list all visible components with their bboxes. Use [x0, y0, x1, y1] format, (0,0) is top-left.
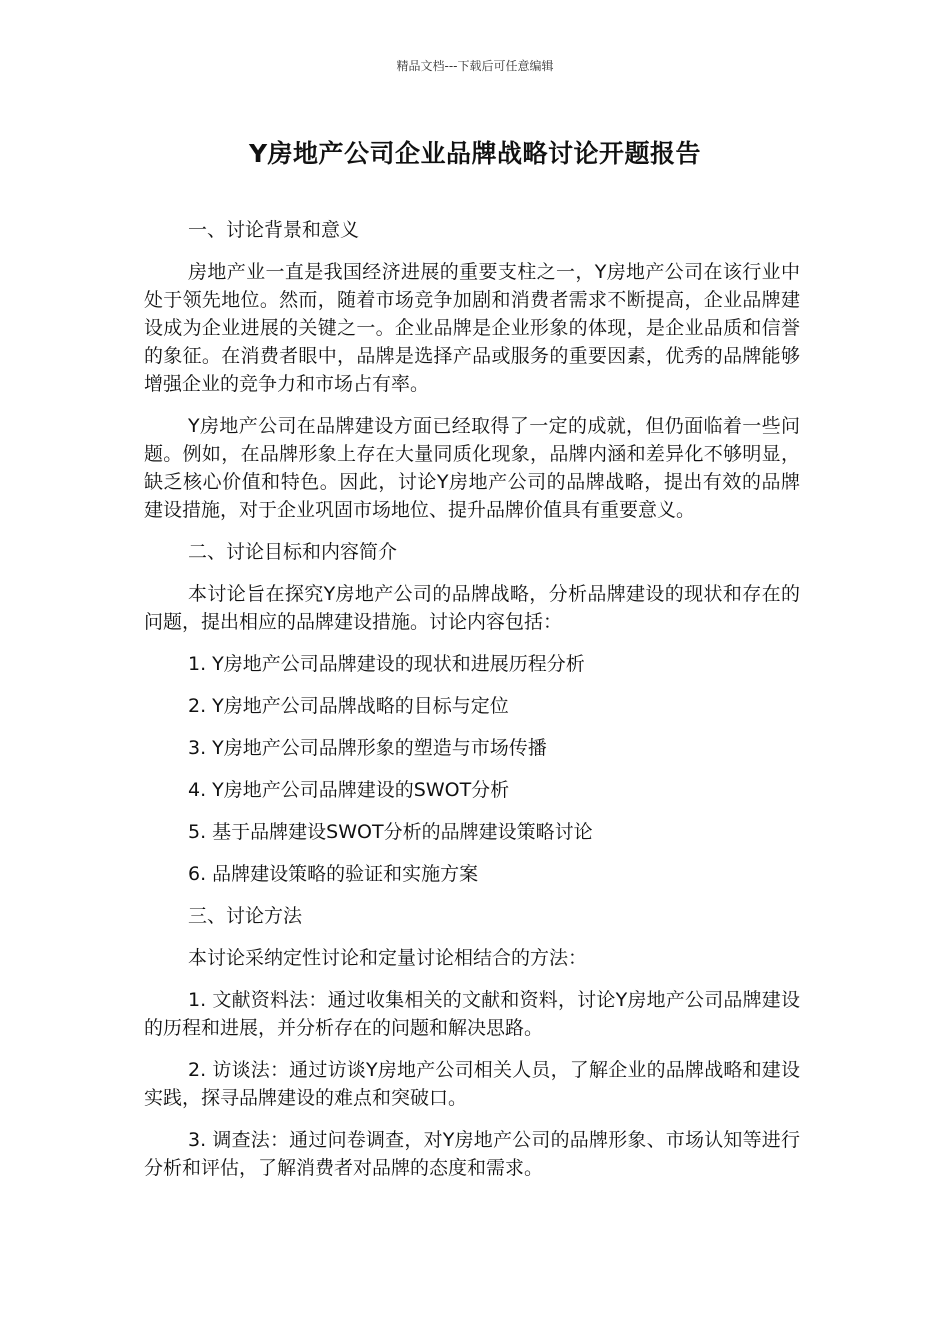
document-body — [144, 216, 800, 1196]
section-heading-background: 一、讨论背景和意义 — [188, 219, 360, 241]
list-item: 3. Y房地产公司品牌形象的塑造与市场传播 — [188, 737, 547, 759]
page-title: Y房地产公司企业品牌战略讨论开题报告 — [248, 139, 702, 168]
paragraph-methods-intro: 本讨论采纳定性讨论和定量讨论相结合的方法： — [188, 947, 588, 969]
list-item: 1. Y房地产公司品牌建设的现状和进展历程分析 — [188, 653, 585, 675]
paragraph-goals-intro: 本讨论旨在探究Y房地产公司的品牌战略，分析品牌建设的现状和存在的问题，提出相应的品牌建设措施。讨论内容包括： — [144, 583, 800, 633]
paragraph-background-2: Y房地产公司在品牌建设方面已经取得了一定的成就，但仍面临着一些问题。例如，在品牌形象上存在大量同质化现象，品牌内涵和差异化不够明显，缺乏核心价值和特色。因此，讨论Y房地产公司的品牌战略，提出有效的品牌建设措施，对于企业巩固市场地位、提升品牌价值具有重要意义。 — [144, 415, 800, 521]
section-heading-goals: 二、讨论目标和内容简介 — [188, 541, 398, 563]
paragraph-background-1: 房地产业一直是我国经济进展的重要支柱之一，Y房地产公司在该行业中处于领先地位。然而，随着市场竞争加剧和消费者需求不断提高，企业品牌建设成为企业进展的关键之一。企业品牌是企业形象的体现，是企业品质和信誉的象征。在消费者眼中，品牌是选择产品或服务的重要因素，优秀的品牌能够增强企业的竞争力和市场占有率。 — [144, 261, 800, 395]
header-note: 精品文档---下载后可任意编辑 — [396, 59, 554, 73]
section-heading-methods: 三、讨论方法 — [188, 905, 303, 927]
list-item: 3. 调查法：通过问卷调查，对Y房地产公司的品牌形象、市场认知等进行分析和评估，了解消费者对品牌的态度和需求。 — [144, 1129, 800, 1179]
list-item: 6. 品牌建设策略的验证和实施方案 — [188, 863, 479, 885]
list-item: 1. 文献资料法：通过收集相关的文献和资料，讨论Y房地产公司品牌建设的历程和进展，并分析存在的问题和解决思路。 — [144, 989, 800, 1039]
list-item: 2. 访谈法：通过访谈Y房地产公司相关人员，了解企业的品牌战略和建设实践，探寻品牌建设的难点和突破口。 — [144, 1059, 800, 1109]
list-item: 5. 基于品牌建设SWOT分析的品牌建设策略讨论 — [188, 821, 593, 843]
list-item: 2. Y房地产公司品牌战略的目标与定位 — [188, 695, 509, 717]
list-item: 4. Y房地产公司品牌建设的SWOT分析 — [188, 779, 510, 801]
